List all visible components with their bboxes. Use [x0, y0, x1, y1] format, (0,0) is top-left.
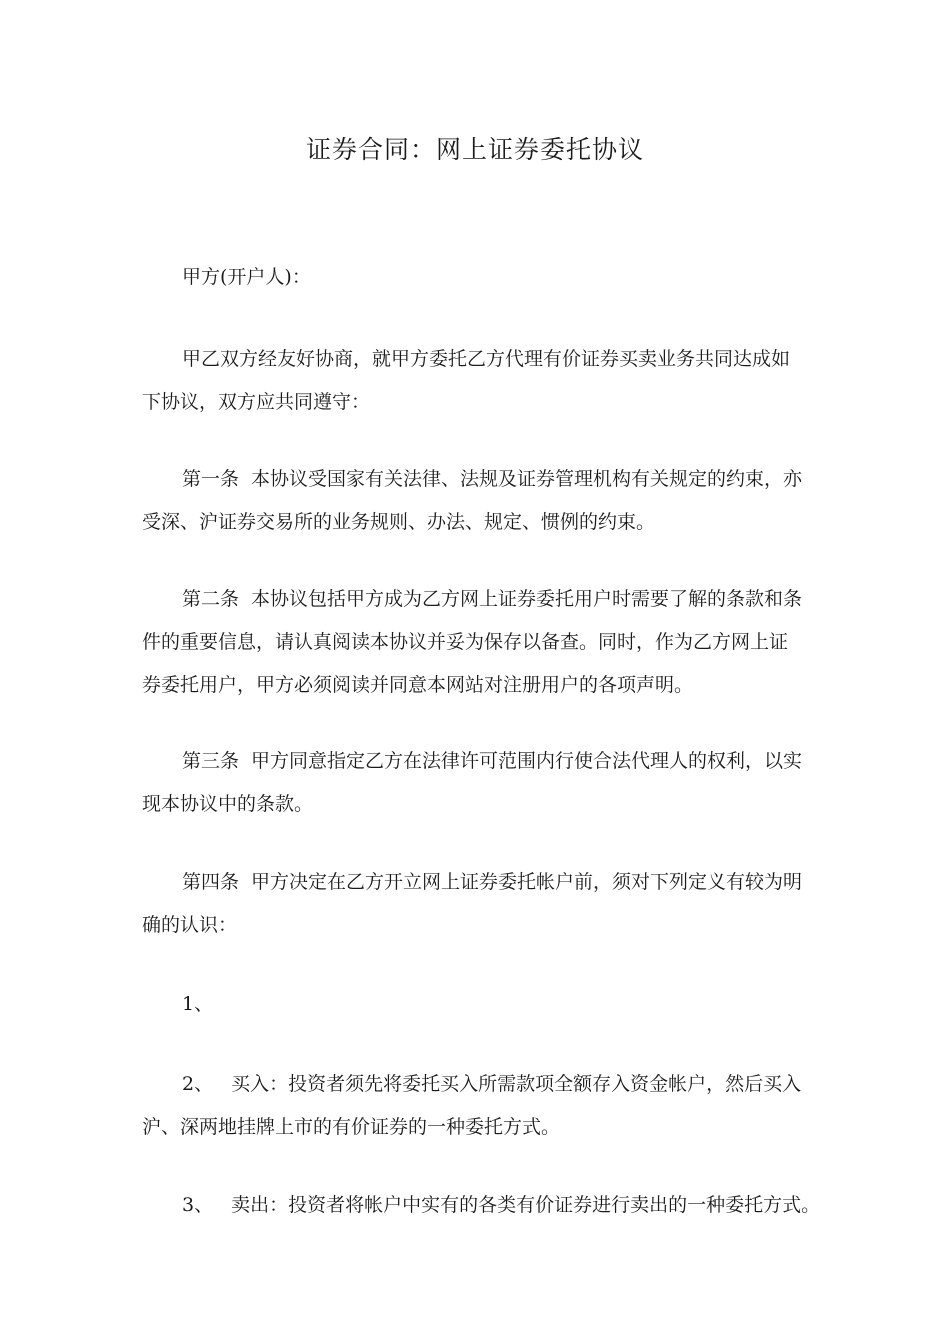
item-1-number: 1、	[182, 993, 214, 1015]
article-2-label: 第二条	[182, 588, 240, 610]
article-2-paragraph	[142, 578, 812, 707]
item-1-paragraph	[142, 983, 812, 1026]
item-3-text-1: 卖出：投资者将帐户中实有的各类有价证券进行卖出的一种委托方式。	[231, 1194, 821, 1216]
item-2-text-1: 买入：投资者须先将委托买入所需款项全额存入资金帐户，然后买入	[231, 1073, 802, 1095]
item-2-paragraph	[142, 1063, 812, 1149]
intro-line-2: 下协议，双方应共同遵守：	[142, 391, 371, 413]
article-4-line-1	[142, 861, 812, 904]
party-a-label: 甲方(开户人)：	[182, 266, 311, 288]
article-1-text-1: 本协议受国家有关法律、法规及证券管理机构有关规定的约束，亦	[251, 468, 803, 490]
article-3-paragraph	[142, 740, 812, 826]
item-2-number: 2、	[182, 1073, 214, 1095]
article-4-text-1: 甲方决定在乙方开立网上证券委托帐户前，须对下列定义有较为明	[251, 871, 803, 893]
article-1-line-2: 受深、沪证券交易所的业务规则、办法、规定、惯例的约束。	[142, 511, 656, 533]
article-4-paragraph	[142, 861, 812, 947]
article-3-line-2: 现本协议中的条款。	[142, 793, 314, 815]
article-2-line-2: 件的重要信息，请认真阅读本协议并妥为保存以备查。同时，作为乙方网上证	[142, 631, 789, 653]
article-3-label: 第三条	[182, 750, 240, 772]
item-2-line-2: 沪、深两地挂牌上市的有价证券的一种委托方式。	[142, 1116, 561, 1138]
party-a-line	[142, 256, 812, 299]
article-3-text-1: 甲方同意指定乙方在法律许可范围内行使合法代理人的权利，以实	[251, 750, 803, 772]
article-1-line-1	[142, 458, 812, 501]
item-3-number: 3、	[182, 1194, 214, 1216]
article-4-line-2: 确的认识：	[142, 914, 238, 936]
article-2-line-1	[142, 578, 812, 621]
article-4-label: 第四条	[182, 871, 240, 893]
intro-line-1: 甲乙双方经友好协商，就甲方委托乙方代理有价证券买卖业务共同达成如	[182, 348, 791, 370]
article-1-label: 第一条	[182, 468, 240, 490]
intro-paragraph	[142, 338, 812, 424]
article-2-line-3: 券委托用户，甲方必须阅读并同意本网站对注册用户的各项声明。	[142, 674, 694, 696]
item-3-paragraph	[142, 1184, 821, 1227]
article-3-line-1	[142, 740, 812, 783]
article-2-text-1: 本协议包括甲方成为乙方网上证券委托用户时需要了解的条款和条	[251, 588, 803, 610]
item-2-line-1	[142, 1063, 812, 1106]
article-1-paragraph	[142, 458, 812, 544]
item-3-line-1	[142, 1184, 821, 1227]
document-title: 证券合同：网上证券委托协议	[305, 135, 644, 164]
